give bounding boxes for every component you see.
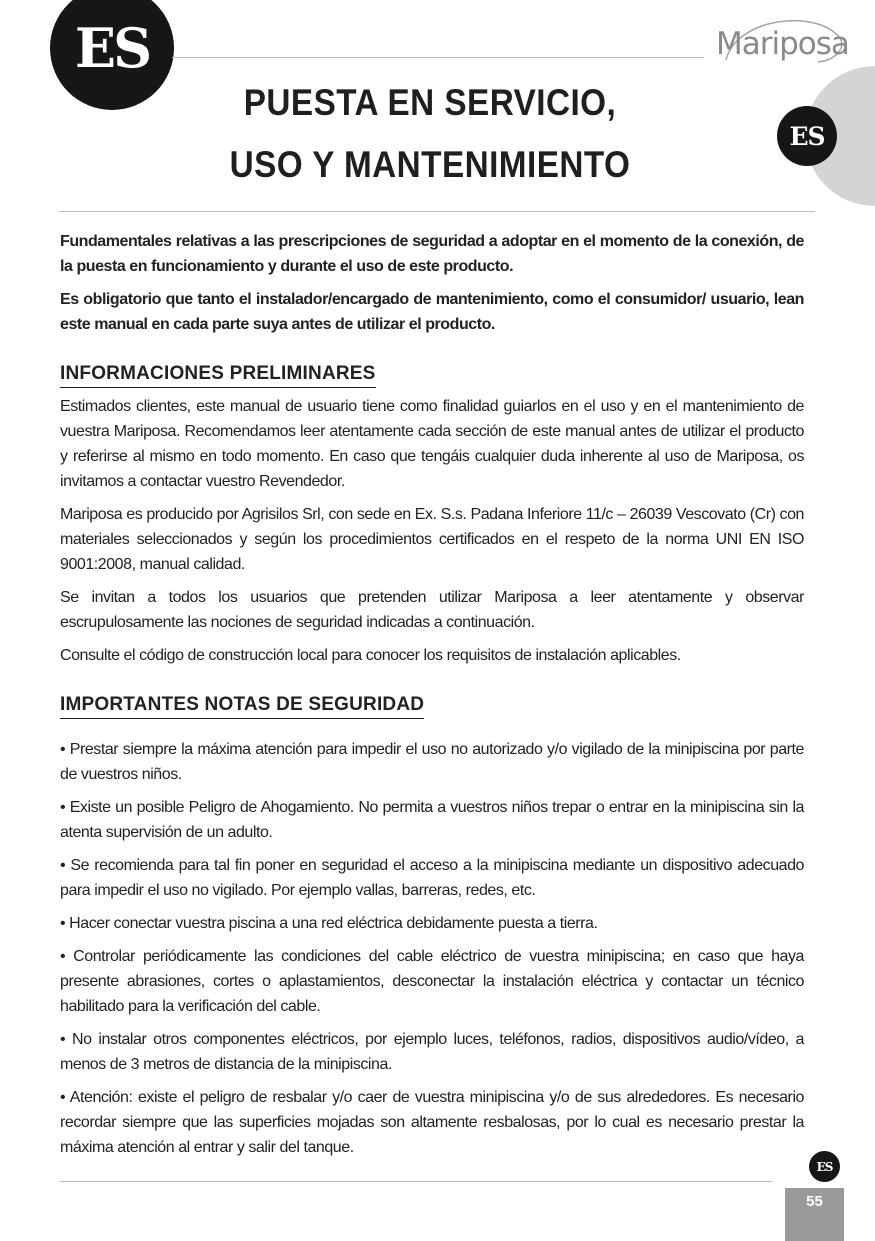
section-heading-preliminary: INFORMACIONES PRELIMINARES — [60, 361, 376, 388]
body-paragraph: Se invitan a todos los usuarios que pretenden utilizar Mariposa a leer atentamente y observar escrupulosamente las nociones de seguridad indicadas a continuación. — [60, 589, 804, 631]
page-number: 55 — [785, 1188, 844, 1241]
footer-language-badge: ES — [809, 1151, 840, 1182]
intro-paragraph: Fundamentales relativas a las prescripciones de seguridad a adoptar en el momento de la conexión, de la puesta en funcionamiento y durante el uso de este producto. — [60, 233, 804, 275]
page-title-line-2: USO Y MANTENIMIENTO — [229, 144, 631, 185]
safety-bullet: • Prestar siempre la máxima atención para impedir el uso no autorizado y/o vigilado de la minipiscina por parte de vuestros niños. — [60, 741, 804, 783]
safety-bullet: • Hacer conectar vuestra piscina a una red eléctrica debidamente puesta a tierra. — [60, 915, 598, 932]
body-paragraph: Mariposa es producido por Agrisilos Srl, con sede en Ex. S.s. Padana Inferiore 11/c – 26039 Vescovato (Cr) con materiales seleccionados y según los procedimientos certificados en el respeto de la norma UNI EN ISO 9001:2008, manual calidad. — [60, 506, 804, 573]
footer-divider — [59, 1181, 773, 1182]
safety-bullet: • Controlar periódicamente las condiciones del cable eléctrico de vuestra minipiscina; en caso que haya presente abrasiones, cortes o aplastamientos, desconectar la instalación eléctrica y contactar un técnico habilitado para la verificación del cable. — [60, 948, 804, 1015]
safety-bullet: • Se recomienda para tal fin poner en seguridad el acceso a la minipiscina mediante un dispositivo adecuado para impedir el uso no vigilado. Por ejemplo vallas, barreras, redes, etc. — [60, 857, 804, 899]
document-body — [60, 229, 804, 1168]
brand-logo: Mariposa — [716, 26, 849, 62]
title-divider — [59, 211, 815, 212]
side-language-badge: ES — [777, 106, 837, 166]
intro-paragraph: Es obligatorio que tanto el instalador/encargado de mantenimiento, como el consumidor/ usuario, lean este manual en cada parte suya antes de utilizar el producto. — [60, 291, 804, 333]
language-badge-es: ES — [50, 0, 174, 110]
safety-bullet: • Atención: existe el peligro de resbalar y/o caer de vuestra minipiscina y/o de sus alrededores. Es necesario recordar siempre que las superficies mojadas son altamente resbalosas, por lo cual es necesario prestar la máxima atención al entrar y salir del tanque. — [60, 1089, 804, 1156]
body-paragraph: Consulte el código de construcción local para conocer los requisitos de instalación aplicables. — [60, 647, 681, 664]
page-title-line-1: PUESTA EN SERVICIO, — [243, 82, 617, 123]
safety-list — [60, 737, 804, 1160]
safety-bullet: • No instalar otros componentes eléctricos, por ejemplo luces, teléfonos, radios, dispositivos audio/vídeo, a menos de 3 metros de distancia de la minipiscina. — [60, 1031, 804, 1073]
section-heading-safety: IMPORTANTES NOTAS DE SEGURIDAD — [60, 692, 424, 719]
header-divider — [172, 57, 704, 58]
safety-bullet: • Existe un posible Peligro de Ahogamiento. No permita a vuestros niños trepar o entrar en la minipiscina sin la atenta supervisión de un adulto. — [60, 799, 804, 841]
body-paragraph: Estimados clientes, este manual de usuario tiene como finalidad guiarlos en el uso y en el mantenimiento de vuestra Mariposa. Recomendamos leer atentamente cada sección de este manual antes de utilizar el producto y referirse al mismo en todo momento. En caso que tengáis cualquier duda inherente al uso de Mariposa, os invitamos a contactar vuestro Revendedor. — [60, 398, 804, 490]
